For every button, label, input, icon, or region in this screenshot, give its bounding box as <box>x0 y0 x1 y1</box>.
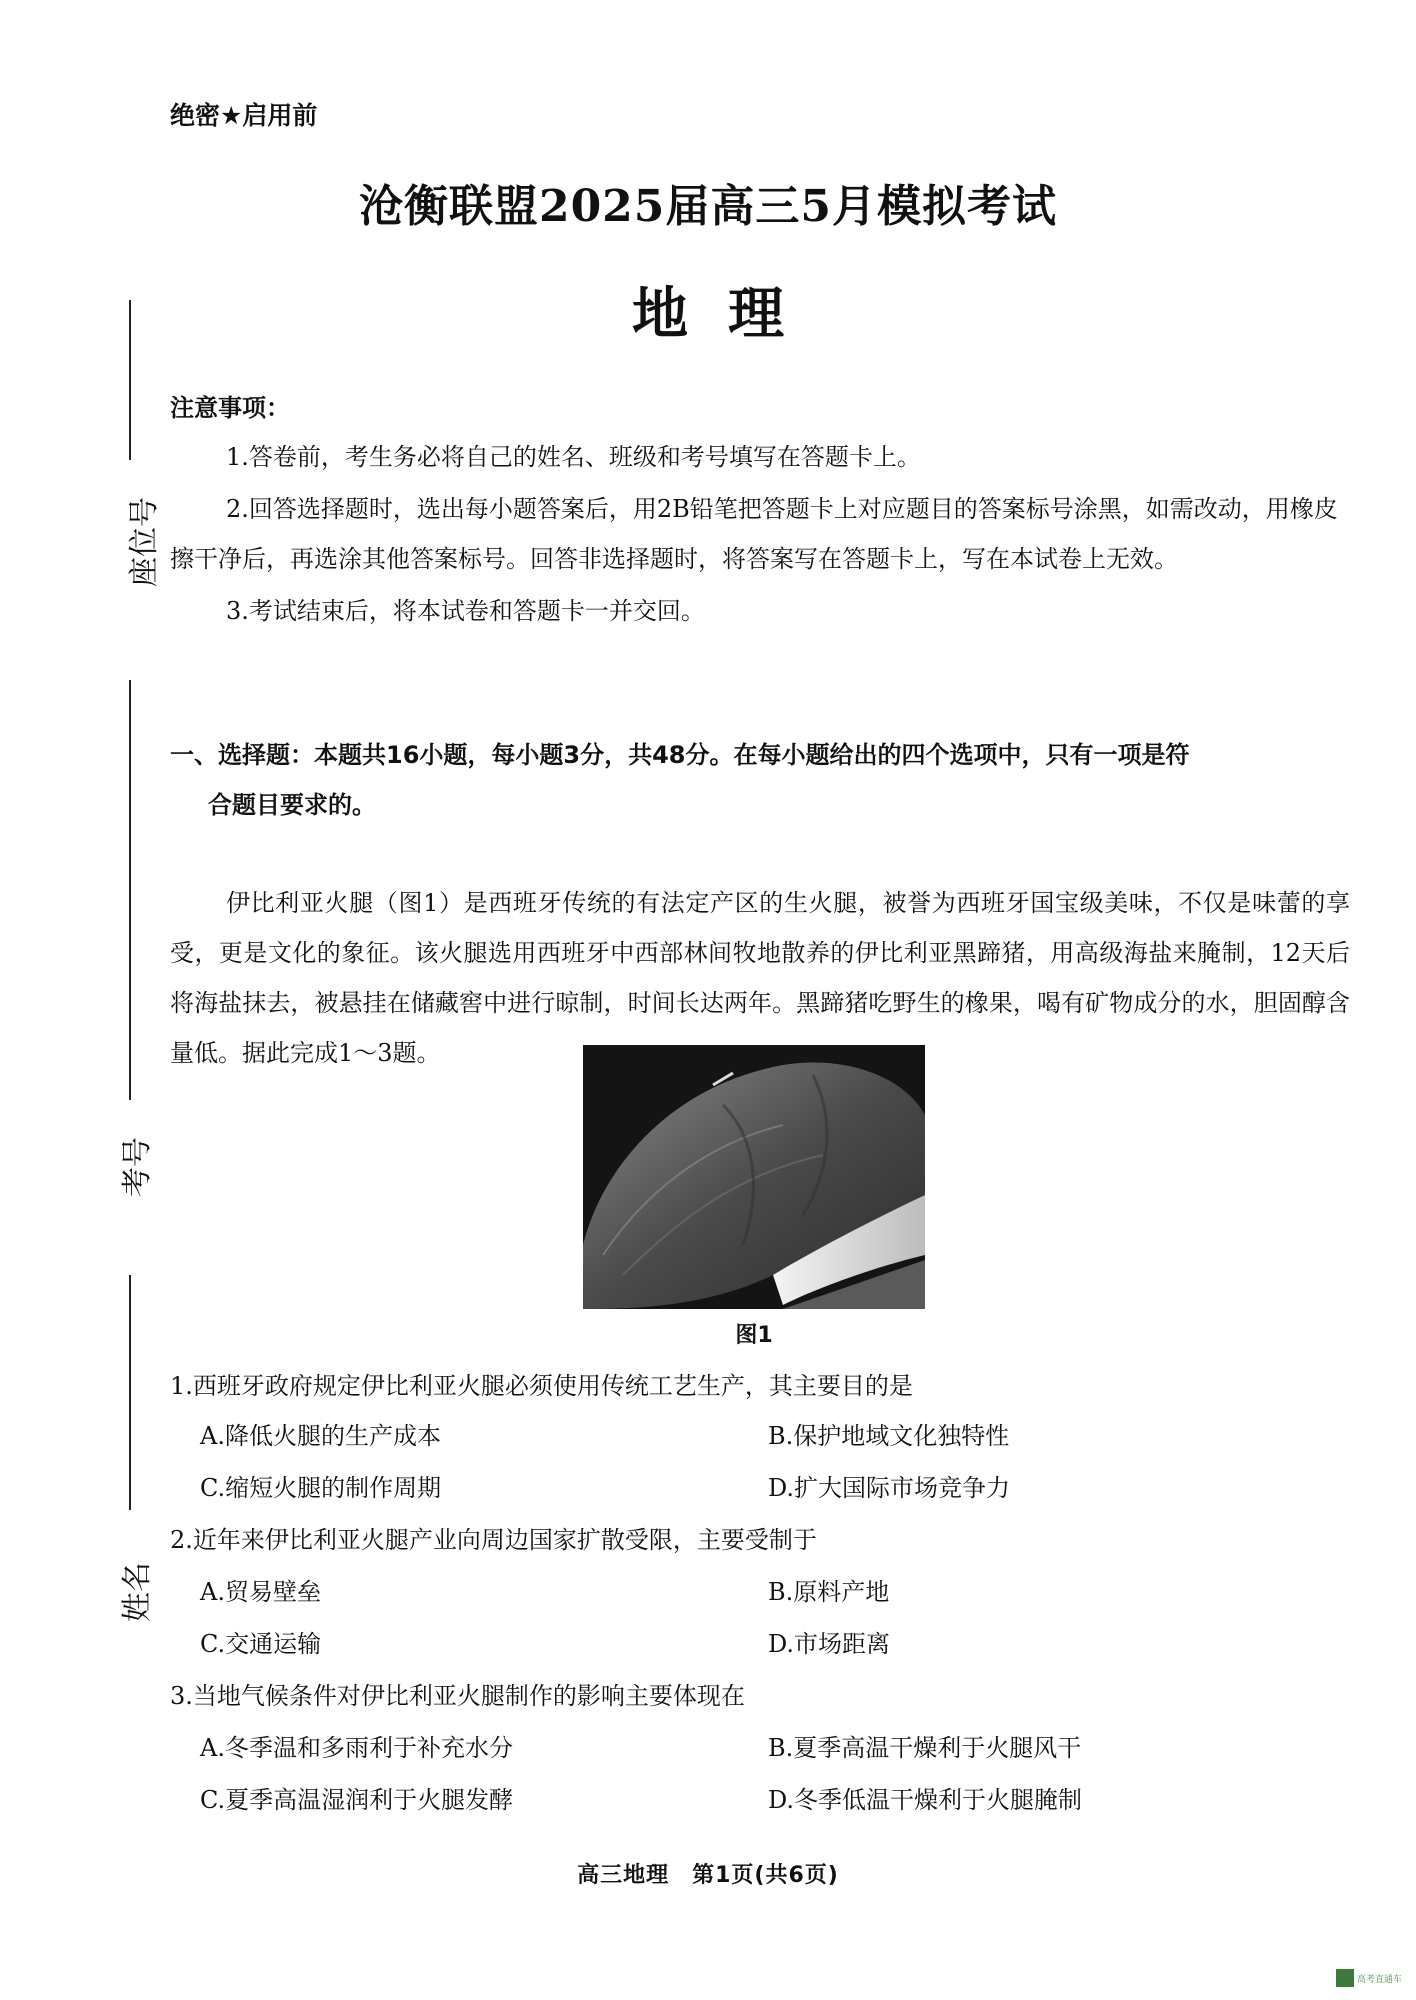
exam-title: 沧衡联盟2025届高三5月模拟考试 <box>358 181 1058 232</box>
secret-mark: 绝密★启用前 <box>170 101 318 130</box>
question-2-option-d[interactable]: D.市场距离 <box>768 1630 891 1658</box>
watermark <box>1336 1966 1402 1990</box>
question-1-option-b[interactable]: B.保护地域文化独特性 <box>768 1422 1010 1450</box>
figure-ham-photo <box>583 1045 925 1309</box>
notice-item: 2.回答选择题时，选出每小题答案后，用2B铅笔把答题卡上对应题目的答案标号涂黑，如需改动，用橡皮擦干净后，再选涂其他答案标号。回答非选择题时，将答案写在答题卡上，写在本试卷上无效。 <box>170 495 1338 573</box>
section-heading <box>170 730 1350 830</box>
page-footer: 高三地理 第1页(共6页) <box>577 1863 839 1888</box>
reading-passage: 伊比利亚火腿（图1）是西班牙传统的有法定产区的生火腿，被誉为西班牙国宝级美味，不仅是味蕾的享受，更是文化的象征。该火腿选用西班牙中西部林间牧地散养的伊比利亚黑蹄猪，用高级海盐来腌制，12天后将海盐抹去，被悬挂在储藏窖中进行晾制，时间长达两年。黑蹄猪吃野生的橡果，喝有矿物成分的水，胆固醇含量低。据此完成1～3题。 <box>170 889 1350 1067</box>
question-2-option-b[interactable]: B.原料产地 <box>768 1578 890 1606</box>
ham-image <box>583 1045 925 1309</box>
notice-heading: 注意事项： <box>170 394 290 422</box>
question-3-option-a[interactable]: A.冬季温和多雨利于补充水分 <box>200 1734 513 1762</box>
notice-item: 1.答卷前，考生务必将自己的姓名、班级和考号填写在答题卡上。 <box>226 443 921 471</box>
watermark-text: 高考直通车 <box>1357 1974 1403 1985</box>
question-2-option-a[interactable]: A.贸易壁垒 <box>200 1578 321 1606</box>
question-3-option-d[interactable]: D.冬季低温干燥利于火腿腌制 <box>768 1786 1083 1814</box>
question-2-option-c[interactable]: C.交通运输 <box>200 1630 322 1658</box>
subject-title: 地理 <box>632 282 824 347</box>
question-3-option-b[interactable]: B.夏季高温干燥利于火腿风干 <box>768 1734 1082 1762</box>
section-heading-line2: 合题目要求的。 <box>208 791 376 819</box>
question-2-stem: 2.近年来伊比利亚火腿产业向周边国家扩散受限，主要受制于 <box>170 1526 817 1554</box>
question-1-stem: 1.西班牙政府规定伊比利亚火腿必须使用传统工艺生产，其主要目的是 <box>170 1372 913 1400</box>
notice-list <box>170 432 1350 638</box>
name-line <box>129 1275 131 1510</box>
question-3-option-c[interactable]: C.夏季高温湿润利于火腿发酵 <box>200 1786 514 1814</box>
question-1-option-a[interactable]: A.降低火腿的生产成本 <box>200 1422 441 1450</box>
question-3-stem: 3.当地气候条件对伊比利亚火腿制作的影响主要体现在 <box>170 1682 745 1710</box>
qr-code-icon <box>1336 1969 1354 1987</box>
section-heading-line1: 一、选择题：本题共16小题，每小题3分，共48分。在每小题给出的四个选项中，只有一项是符 <box>170 741 1190 769</box>
name-label: 姓名 <box>120 1562 155 1622</box>
exam-no-line <box>129 680 131 1100</box>
seat-label: 座位号 <box>127 497 162 587</box>
question-1-option-c[interactable]: C.缩短火腿的制作周期 <box>200 1474 442 1502</box>
figure-caption: 图1 <box>735 1323 773 1348</box>
question-1-option-d[interactable]: D.扩大国际市场竞争力 <box>768 1474 1011 1502</box>
notice-item: 3.考试结束后，将本试卷和答题卡一并交回。 <box>226 597 705 625</box>
exam-no-label: 考号 <box>120 1137 155 1197</box>
